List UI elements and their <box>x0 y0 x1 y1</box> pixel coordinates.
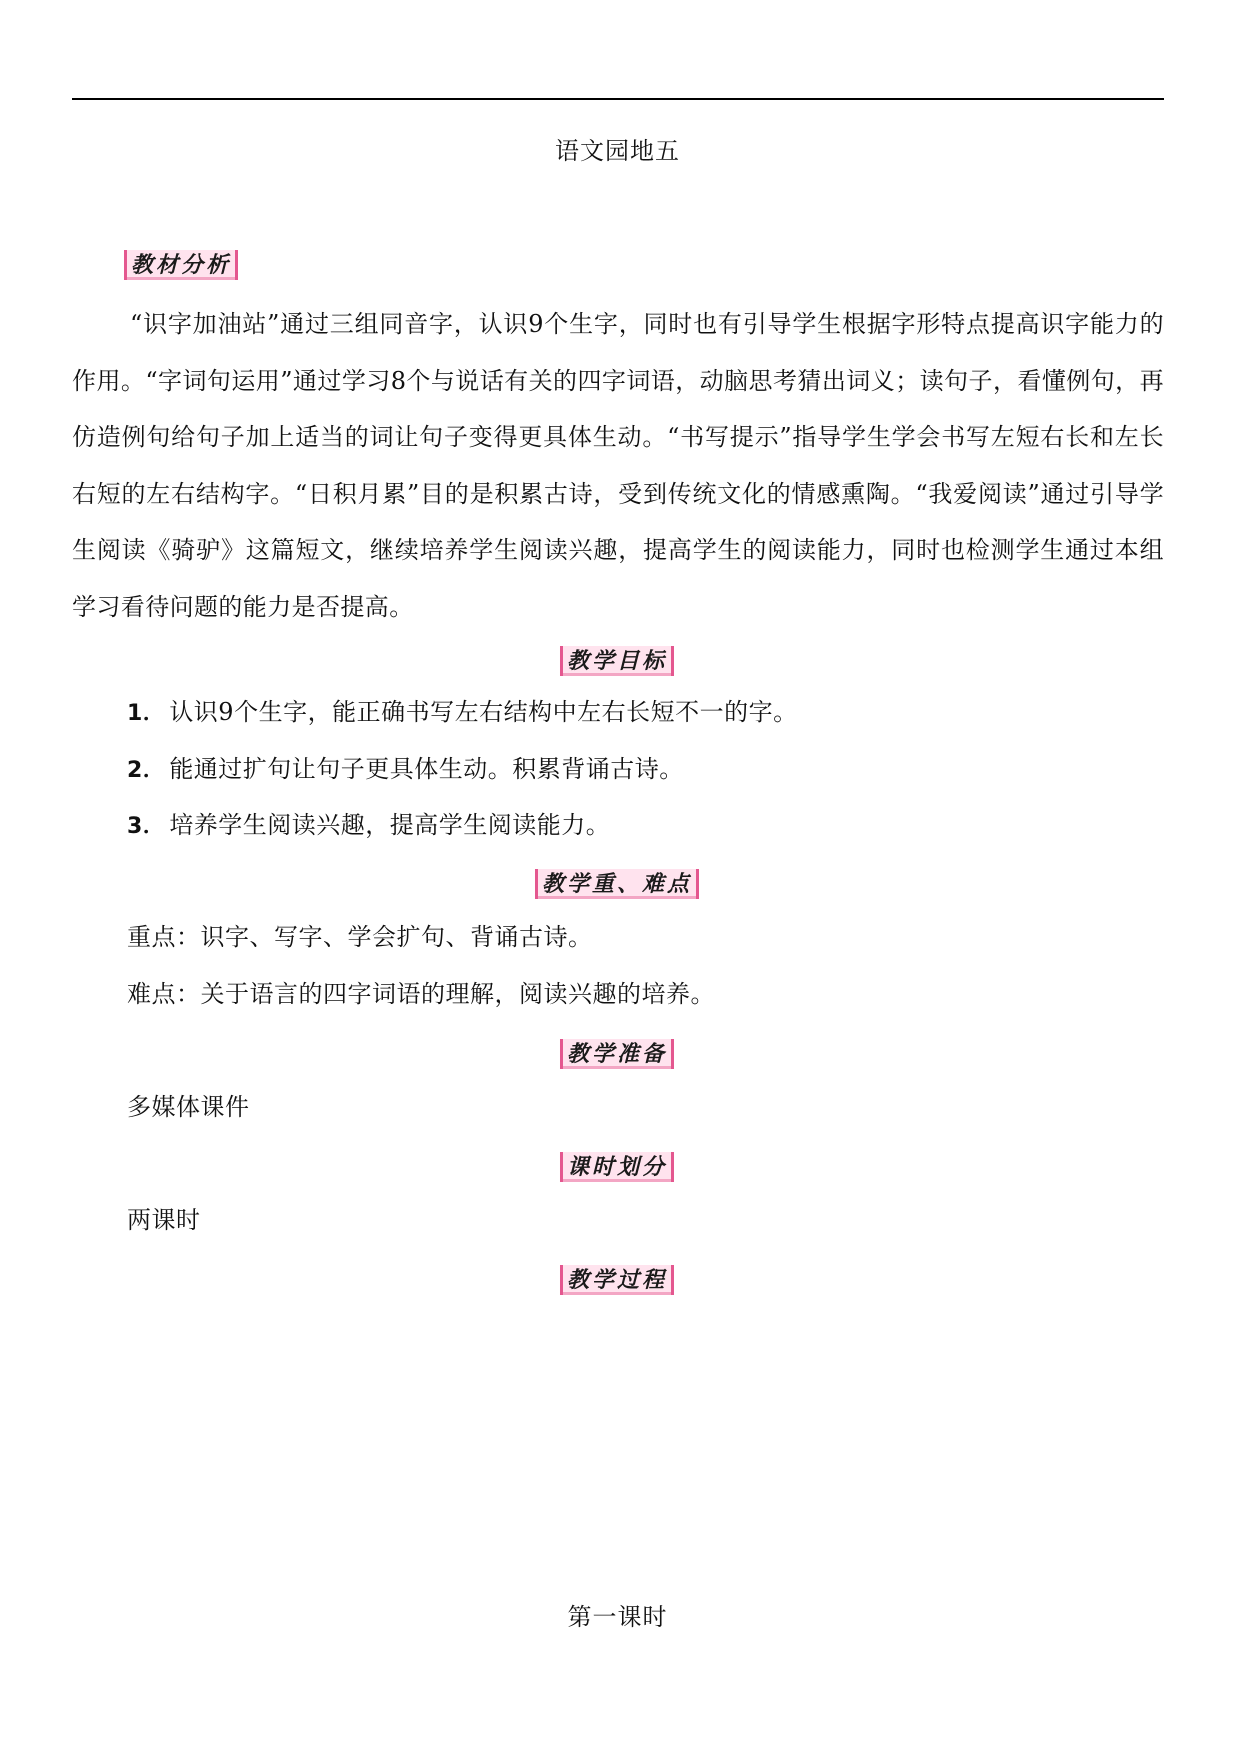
goal-item-1 <box>127 695 798 731</box>
key-point-difficulty: 难点：关于语言的四字词语的理解，阅读兴趣的培养。 <box>127 980 715 1008</box>
key-point-focus: 重点：识字、写字、学会扩句、背诵古诗。 <box>127 923 593 951</box>
goal-number: 1． <box>127 701 166 726</box>
preparation-text: 多媒体课件 <box>127 1093 250 1121</box>
goal-text: 培养学生阅读兴趣，提高学生阅读能力。 <box>169 811 611 839</box>
header-rule <box>72 98 1164 100</box>
goal-text: 能通过扩句让句子更具体生动。积累背诵古诗。 <box>169 755 684 783</box>
analysis-paragraph: “识字加油站”通过三组同音字，认识9个生字，同时也有引导学生根据字形特点提高识字能力的作用。“字词句运用”通过学习8个与说话有关的四字词语，动脑思考猜出词义；读句子，看懂例句，再仿造例句给句子加上适当的词让句子变得更具体生动。“书写提示”指导学生学会书写左短右长和左长右短的左右结构字。“日积月累”目的是积累古诗，受到传统文化的情感熏陶。“我爱阅读”通过引导学生阅读《骑驴》这篇短文，继续培养学生阅读兴趣，提高学生的阅读能力，同时也检测学生通过本组学习看待问题的能力是否提高。 <box>72 310 1164 621</box>
section-label-process: 教学过程 <box>560 1265 674 1295</box>
section-label-preparation: 教学准备 <box>560 1039 674 1069</box>
goal-text: 认识9个生字，能正确书写左右结构中左右长短不一的字。 <box>169 698 798 726</box>
section-label-schedule: 课时划分 <box>560 1152 674 1182</box>
section-label-goals: 教学目标 <box>560 646 674 676</box>
goal-number: 2． <box>127 758 166 783</box>
document-title: 语文园地五 <box>555 137 680 165</box>
section-label-key-points: 教学重、难点 <box>535 869 699 899</box>
goal-item-2 <box>127 752 684 788</box>
schedule-text: 两课时 <box>127 1206 201 1234</box>
goal-item-3 <box>127 808 610 844</box>
lesson-heading: 第一课时 <box>567 1603 668 1631</box>
section-label-analysis: 教材分析 <box>124 250 238 280</box>
goal-number: 3． <box>127 814 166 839</box>
